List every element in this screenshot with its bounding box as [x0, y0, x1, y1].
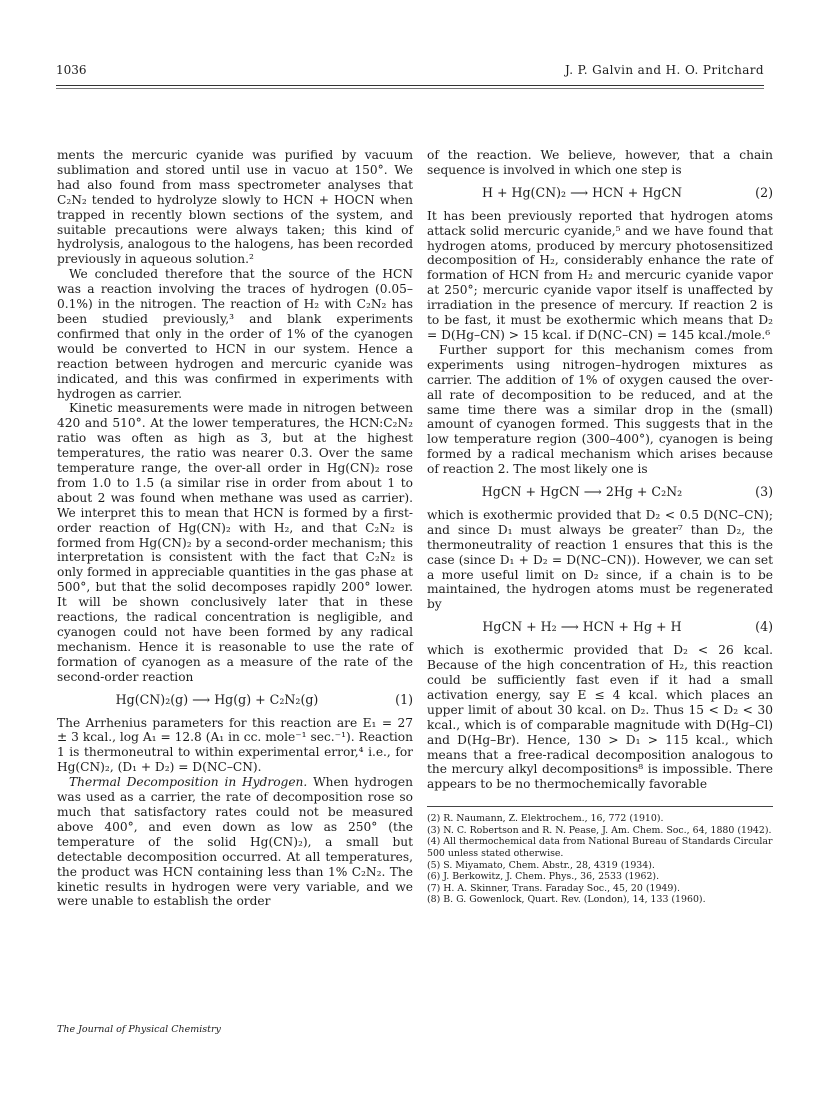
right-paragraph-4: which is exothermic provided that D₂ < 0.5 D(NC–CN); and since D₁ must always be greater⁷ than D₂, the thermoneutrality of reaction 1 ensures that this is the case (since D₁ + D₂ = D(NC–CN)). However, we can set a more useful limit on D₂ since, if a chain is to be maintained, the hydrogen atoms must be regenerated by — [427, 507, 773, 612]
equation-3-number: (3) — [755, 484, 773, 500]
left-paragraph-3: Kinetic measurements were made in nitrogen between 420 and 510°. At the lower temperatures, the HCN:C₂N₂ ratio was often as high as 3, but at the highest temperatures, the ratio was nearer 0.3. Over the same temperature range, the over-all order in Hg(CN)₂ rose from 1.0 to 1.5 (a similar rise in order from about 1 to about 2 was found when methane was used as carrier). We interpret this to mean that HCN is formed by a first-order reaction of Hg(CN)₂ with H₂, and that C₂N₂ is formed from Hg(CN)₂ by a second-order mechanism; this interpretation is consistent with the fact that C₂N₂ is only formed in appreciable quantities in the gas phase at 500°, but that the solid decomposes rapidly 200° lower. It will be shown conclusively later that in these reactions, the radical concentration is negligible, and cyanogen could not have been formed by any radical mechanism. Hence it is reasonable to use the rate of formation of cyanogen as a measure of the rate of the second-order reaction — [57, 401, 413, 684]
equation-2 — [427, 186, 773, 201]
right-paragraph-3: Further support for this mechanism comes from experiments using nitrogen–hydrogen mixtures as carrier. The addition of 1% of oxygen caused the over-all rate of decomposition to be reduced, and at the same time there was a similar drop in the (small) amount of cyanogen formed. This suggests that in the low temperature region (300–400°), cyanogen is being formed by a radical mechanism which arises because of reaction 2. The most likely one is — [427, 342, 773, 477]
left-paragraph-2: We concluded therefore that the source of the HCN was a reaction involving the traces of hydrogen (0.05–0.1%) in the nitrogen. The reaction of H₂ with C₂N₂ has been studied previously,³ and blank experiments confirmed that only in the order of 1% of the cyanogen would be converted to HCN in our system. Hence a reaction between hydrogen and mercuric cyanide was indicated, and this was confirmed in experiments with hydrogen as carrier. — [57, 267, 413, 401]
equation-1 — [57, 693, 413, 708]
equation-4-number: (4) — [755, 619, 773, 635]
left-paragraph-5-text: When hydrogen was used as a carrier, the rate of decomposition rose so much that satisfactory rates could not be measured above 400°, and even down as low as 250° (the temperature of the solid Hg(CN)₂), a small but detectable decomposition occurred. At all temperatures, the product was HCN containing less than 1% C₂N₂. The kinetic results in hydrogen were very variable, and we were unable to establish the order — [57, 775, 413, 909]
right-paragraph-2: It has been previously reported that hydrogen atoms attack solid mercuric cyanide,⁵ and we have found that hydrogen atoms, produced by mercury photosensitized decomposition of H₂, considerably enhance the rate of formation of HCN from H₂ and mercuric cyanide vapor at 250°; mercuric cyanide vapor itself is unaffected by irradiation in the presence of mercury. If reaction 2 is to be fast, it must be exothermic which means that D₂ = D(Hg–CN) > 15 kcal. if D(NC–CN) = 145 kcal./mole.⁶ — [427, 208, 773, 342]
header-rule-thin — [56, 88, 764, 89]
footnote: (5) S. Miyamato, Chem. Abstr., 28, 4319 (1934). — [427, 859, 655, 871]
equation-1-number: (1) — [395, 691, 413, 707]
equation-3 — [427, 485, 773, 500]
footnote: (4) All thermochemical data from National Bureau of Standards Circular 500 unless stated otherwise. — [427, 836, 773, 860]
footnote: (8) B. G. Gowenlock, Quart. Rev. (London), 14, 133 (1960). — [427, 894, 706, 906]
equation-2-number: (2) — [755, 184, 773, 200]
right-paragraph-1: of the reaction. We believe, however, that a chain sequence is involved in which one step is — [427, 148, 773, 177]
section-heading: Thermal Decomposition in Hydrogen. — [69, 775, 308, 790]
equation-3-text: HgCN + HgCN ⟶ 2Hg + C₂N₂ — [481, 484, 683, 500]
footnote: (3) N. C. Robertson and R. N. Pease, J. Am. Chem. Soc., 64, 1880 (1942). — [427, 824, 772, 836]
header-rule — [56, 85, 764, 86]
page-number: 1036 — [56, 63, 87, 77]
equation-1-text: Hg(CN)₂(g) ⟶ Hg(g) + C₂N₂(g) — [115, 691, 319, 707]
right-paragraph-5: which is exothermic provided that D₂ < 26 kcal. Because of the high concentration of H₂, this reaction could be sufficiently fast even if it had a small activation energy, say E ≤ 4 kcal. which places an upper limit of about 30 kcal. on D₂. Thus 15 < D₂ < 30 kcal., which is of comparable magnitude with D(Hg–Cl) and D(Hg–Br). Hence, 130 > D₁ > 115 kcal., which means that a free-radical decomposition analogous to the mercury alkyl decompositions⁸ is impossible. There appears to be no thermochemically favorable — [427, 643, 773, 792]
running-head: J. P. Galvin and H. O. Pritchard — [564, 63, 764, 77]
left-paragraph-1: ments the mercuric cyanide was purified by vacuum sublimation and stored until use in vacuo at 150°. We had also found from mass spectrometer analyses that C₂N₂ tended to hydrolyze slowly to HCN + HOCN when trapped in recently blown sections of the system, and suitable precautions were always taken; this kind of hydrolysis, analogous to the halogens, has been recorded previously in aqueous solution.² — [57, 148, 413, 267]
equation-2-text: H + Hg(CN)₂ ⟶ HCN + HgCN — [481, 184, 683, 200]
left-paragraph-4: The Arrhenius parameters for this reaction are E₁ = 27 ± 3 kcal., log A₁ = 12.8 (A₁ in cc. mole⁻¹ sec.⁻¹). Reaction 1 is thermoneutral to within experimental error,⁴ i.e., for Hg(CN)₂, (D₁ + D₂) = D(NC–CN). — [57, 715, 413, 775]
footnote: (7) H. A. Skinner, Trans. Faraday Soc., 45, 20 (1949). — [427, 882, 680, 894]
left-column — [57, 148, 413, 909]
equation-4 — [427, 620, 773, 635]
equation-4-text: HgCN + H₂ ⟶ HCN + Hg + H — [482, 619, 682, 635]
footnote-rule — [427, 806, 773, 807]
journal-footer: The Journal of Physical Chemistry — [57, 1024, 221, 1035]
footnote: (2) R. Naumann, Z. Elektrochem., 16, 772 (1910). — [427, 813, 664, 825]
right-column — [427, 148, 773, 906]
left-paragraph-5 — [57, 775, 413, 909]
footnote: (6) J. Berkowitz, J. Chem. Phys., 36, 2533 (1962). — [427, 871, 660, 883]
